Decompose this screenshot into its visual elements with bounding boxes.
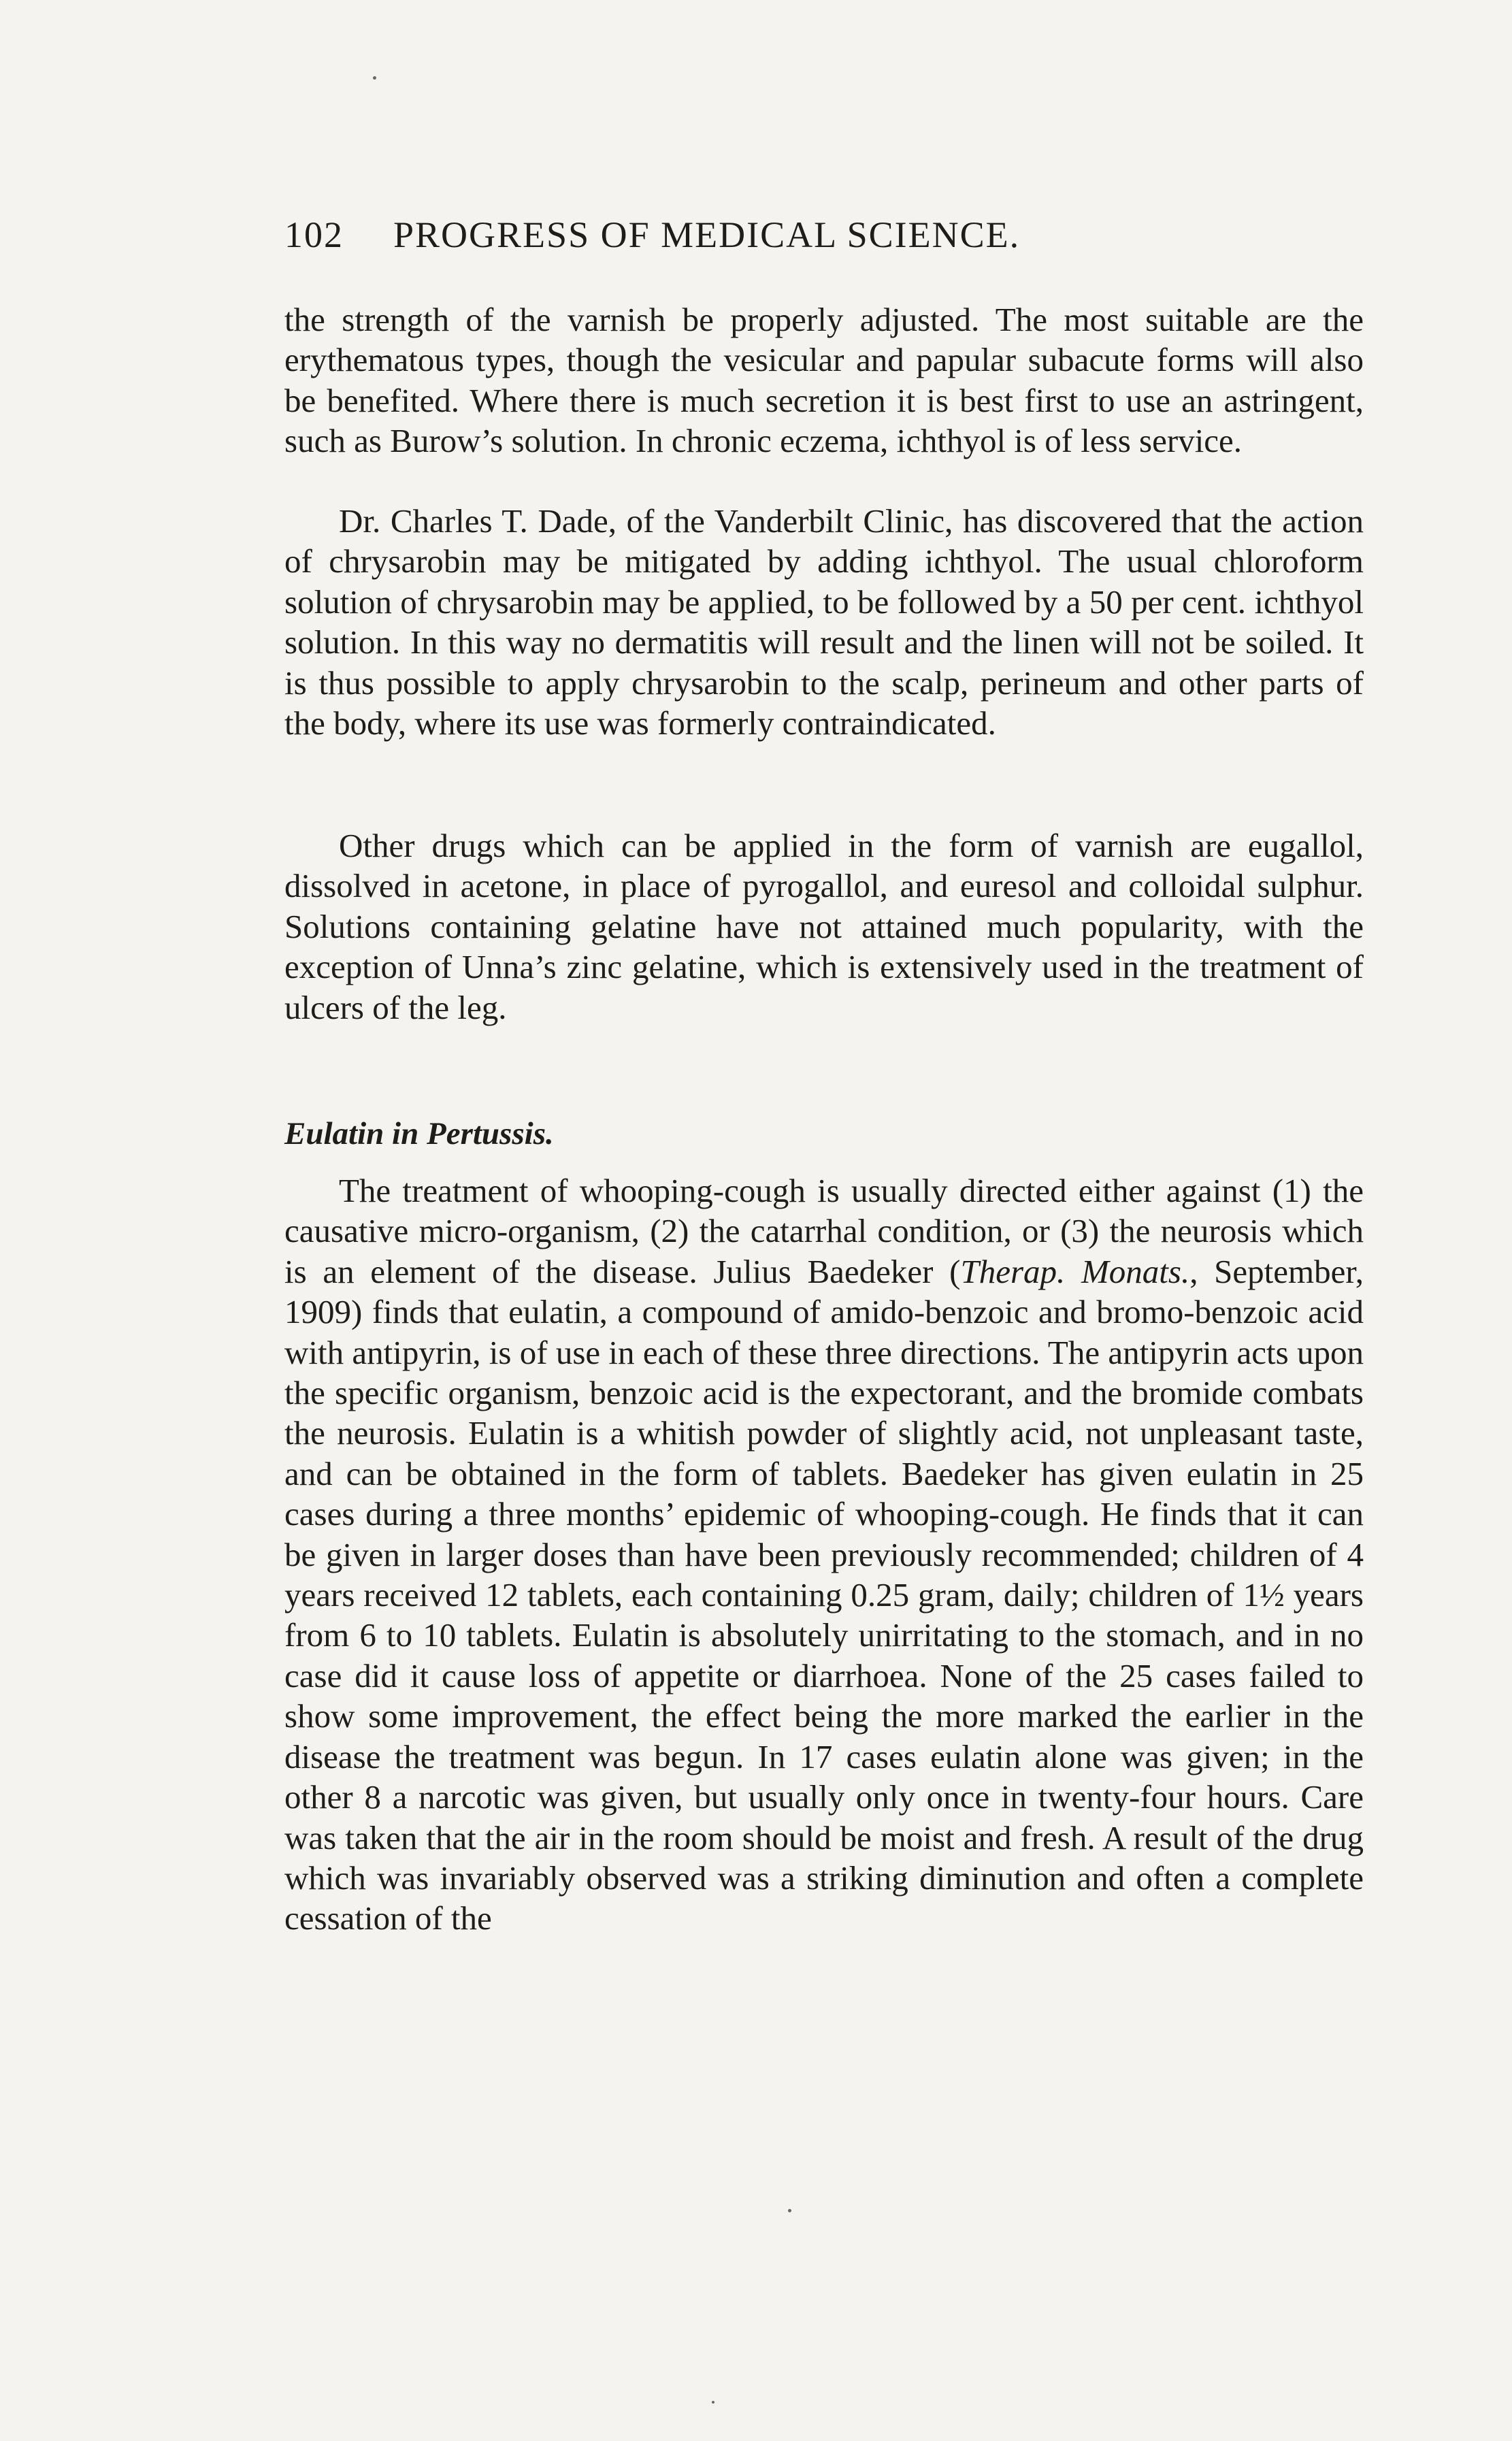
paragraph: Other drugs which can be applied in the form of varnish are eugallol, dissolved in acetone, in place of pyrogallol, and euresol and colloidal sulphur. Solutions containing gelatine have not attained much popularity, with the exception of Unna’s zinc gelatine, which is extensively used in the treatment of ulcers of the leg. (284, 827, 1364, 1026)
scan-speck (712, 2401, 714, 2404)
journal-citation: Therap. Monats. (960, 1252, 1190, 1290)
page-number: 102 (284, 214, 344, 255)
running-head (284, 208, 1251, 262)
paragraph (284, 1170, 1364, 1939)
running-title: PROGRESS OF MEDICAL SCIENCE. (393, 214, 1021, 255)
scan-speck (788, 2209, 791, 2212)
paragraph-text: The treatment of whooping-cough is usually directed either against (1) the causative micro-organism, (2) the catarrhal condition, or (3) the neurosis which is an element of the disease. Julius Baedeker ( (284, 1172, 1364, 1290)
paragraph: the strength of the varnish be properly adjusted. The most suitable are the erythematous types, though the vesicular and papular subacute forms will also be benefited. Where there is much secretion it is best first to use an astringent, such as Burow’s solution. In chronic eczema, ichthyol is of less service. (284, 301, 1364, 460)
scan-speck (373, 76, 376, 80)
paragraph: Dr. Charles T. Dade, of the Vanderbilt Clinic, has discovered that the action of chrysarobin may be mitigated by adding ichthyol. The usual chloroform solution of chrysarobin may be applied, to be followed by a 50 per cent. ichthyol solution. In this way no dermatitis will result and the linen will not be soiled. It is thus possible to apply chrysarobin to the scalp, perineum and other parts of the body, where its use was formerly contraindicated. (284, 502, 1364, 742)
paragraph-text: , September, 1909) finds that eulatin, a compound of amido-benzoic and bromo-benzoic acid with antipyrin, is of use in each of these three directions. The antipyrin acts upon the specific organism, benzoic acid is the expectorant, and the bromide combats the neurosis. Eulatin is a whitish powder of slightly acid, not unpleasant taste, and can be obtained in the form of tablets. Baedeker has given eulatin in 25 cases during a three months’ epidemic of whooping-cough. He finds that it can be given in larger doses than have been previously recommended; children of 4 years received 12 tablets, each containing 0.25 gram, daily; children of 1½ years from 6 to 10 tablets. Eulatin is absolutely unirritating to the stomach, and in no case did it cause loss of appetite or diarrhoea. None of the 25 cases failed to show some improvement, the effect being the more marked the earlier in the disease the treatment was begun. In 17 cases eulatin alone was given; in the other 8 a narcotic was given, but usually only once in twenty-four hours. Care was taken that the air in the room should be moist and fresh. A result of the drug which was invariably observed was a striking diminution and often a complete cessation of the (284, 1252, 1364, 1937)
section-heading: Eulatin in Pertussis. (284, 1116, 554, 1151)
